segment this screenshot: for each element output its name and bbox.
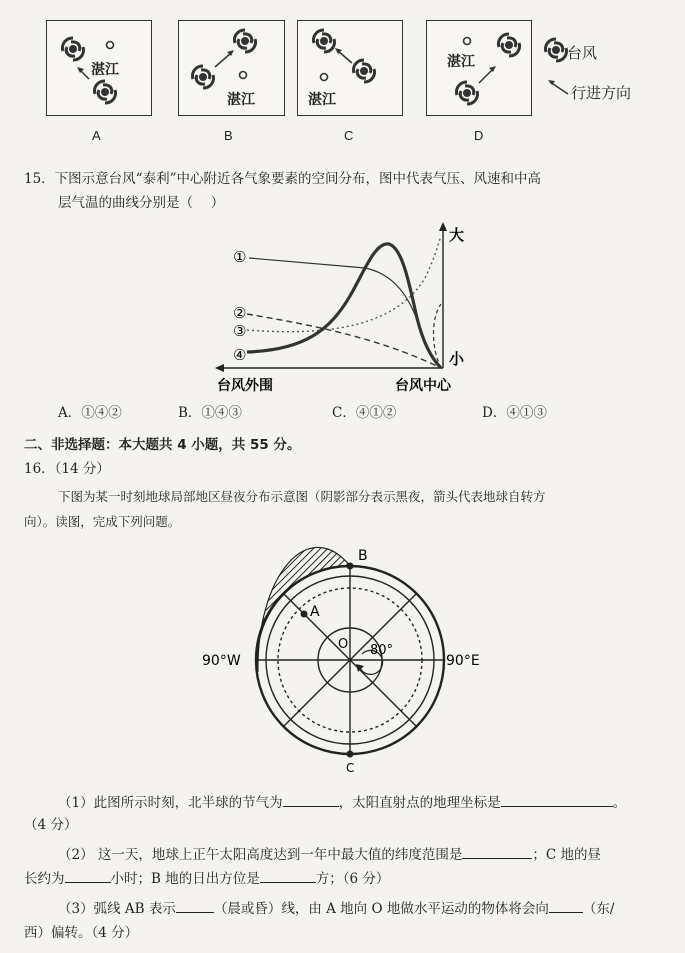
curve-label-2: ② bbox=[233, 304, 247, 322]
curve-4 bbox=[247, 244, 441, 368]
curve-3 bbox=[247, 236, 441, 332]
curve-label-4: ④ bbox=[233, 346, 247, 364]
legend-direction: 行进方向 bbox=[571, 84, 632, 102]
typhoon-icon bbox=[353, 60, 374, 82]
typhoon-icon bbox=[313, 30, 334, 52]
point-b bbox=[347, 563, 354, 570]
q16-sub2-line2: 长约为 小时；B 地的日出方位是 方；（6 分） bbox=[24, 868, 389, 888]
q16-sub2: （2） 这一天，地球上正午太阳高度达到一年中最大值的纬度范围是 ；C 地的昼 bbox=[58, 844, 601, 864]
night-area bbox=[257, 547, 350, 672]
axis-top-label: 大 bbox=[449, 226, 465, 244]
q15-choice-b: B．①④③ bbox=[178, 405, 242, 421]
axis-bottom-label: 小 bbox=[449, 350, 465, 368]
curve-label-1: ① bbox=[233, 248, 247, 266]
direction-arrow bbox=[338, 51, 352, 63]
option-a-label: A bbox=[92, 128, 101, 143]
label-a: A bbox=[310, 604, 320, 620]
center-label: 台风中心 bbox=[395, 378, 451, 394]
q16-sub1: （1）此图所示时刻，北半球的节气为 ，太阳直射点的地理坐标是 。 bbox=[58, 792, 626, 812]
typhoon-icon bbox=[62, 38, 83, 60]
q15-choice-d: D．④①③ bbox=[482, 405, 547, 421]
typhoon-icon bbox=[94, 81, 115, 103]
typhoon-icon bbox=[545, 39, 566, 61]
label-east: 90°E bbox=[446, 653, 480, 669]
section-title: 二、非选择题：本大题共 4 小题，共 55 分。 bbox=[24, 437, 301, 453]
blank-sunrise-direction[interactable] bbox=[260, 868, 316, 883]
q16-header: 16．（14 分） bbox=[24, 461, 110, 477]
label-b: B bbox=[358, 548, 368, 564]
option-d-panel bbox=[426, 20, 532, 116]
label-angle: 80° bbox=[370, 643, 394, 658]
city-label: 湛江 bbox=[308, 92, 336, 108]
zhanjiang-dot bbox=[107, 42, 114, 49]
typhoon-icon bbox=[192, 66, 213, 88]
point-a bbox=[301, 611, 308, 618]
q15-chart bbox=[205, 218, 485, 398]
option-d-diagram bbox=[427, 21, 531, 115]
typhoon-icon bbox=[498, 34, 519, 56]
blank-solar-term[interactable] bbox=[283, 792, 339, 807]
blank-day-length[interactable] bbox=[65, 868, 111, 883]
option-c-label: C bbox=[344, 128, 354, 143]
label-c: C bbox=[346, 761, 355, 775]
option-c-panel bbox=[297, 20, 403, 116]
y-axis-arrow bbox=[439, 222, 447, 231]
label-o: O bbox=[338, 637, 349, 652]
blank-terminator-type[interactable] bbox=[176, 898, 214, 913]
label-west: 90°W bbox=[202, 653, 241, 669]
q16-sub3-line2: 西）偏转。（4 分） bbox=[24, 925, 139, 941]
q15-stem-line1: 15．下图示意台风“泰利”中心附近各气象要素的空间分布，图中代表气压、风速和中高 bbox=[24, 171, 541, 187]
curve-2 bbox=[247, 314, 441, 368]
q16-sub1-score: （4 分） bbox=[24, 817, 78, 833]
option-b-panel bbox=[178, 20, 285, 116]
blank-deflection[interactable] bbox=[549, 898, 583, 913]
city-label: 湛江 bbox=[91, 62, 119, 78]
blank-latitude-range[interactable] bbox=[462, 844, 532, 859]
arrow-icon bbox=[548, 80, 568, 94]
direction-arrow bbox=[215, 53, 231, 67]
x-axis-arrow bbox=[215, 364, 224, 372]
q16-sub3: （3）弧线 AB 表示 （晨或昏）线，由 A 地向 O 地做水平运动的物体将会向 （东/ bbox=[58, 898, 614, 918]
option-a-panel bbox=[46, 20, 152, 116]
city-label: 湛江 bbox=[447, 54, 475, 70]
q16-stem-line2: 向）。读图，完成下列问题。 bbox=[24, 514, 181, 529]
q15-choice-a: A．①④② bbox=[58, 405, 122, 421]
curve-label-3: ③ bbox=[233, 322, 247, 340]
city-label: 湛江 bbox=[227, 92, 255, 108]
outer-label: 台风外围 bbox=[217, 378, 273, 394]
day-night-diagram bbox=[190, 544, 520, 776]
option-d-label: D bbox=[474, 128, 484, 143]
q15-choice-c: C．④①② bbox=[332, 405, 397, 421]
typhoon-icon bbox=[234, 30, 255, 52]
curve-1 bbox=[249, 258, 441, 368]
q16-stem-line1: 下图为某一时刻地球局部地区昼夜分布示意图（阴影部分表示黑夜，箭头代表地球自转方 bbox=[58, 489, 546, 504]
q15-stem-line2: 层气温的曲线分别是（ ） bbox=[58, 195, 225, 211]
blank-subsolar-coord[interactable] bbox=[501, 792, 613, 807]
typhoon-icon bbox=[456, 82, 477, 104]
point-c bbox=[347, 751, 354, 758]
direction-arrow bbox=[479, 69, 493, 83]
option-b-label: B bbox=[224, 128, 233, 143]
legend-typhoon: 台风 bbox=[567, 44, 598, 62]
